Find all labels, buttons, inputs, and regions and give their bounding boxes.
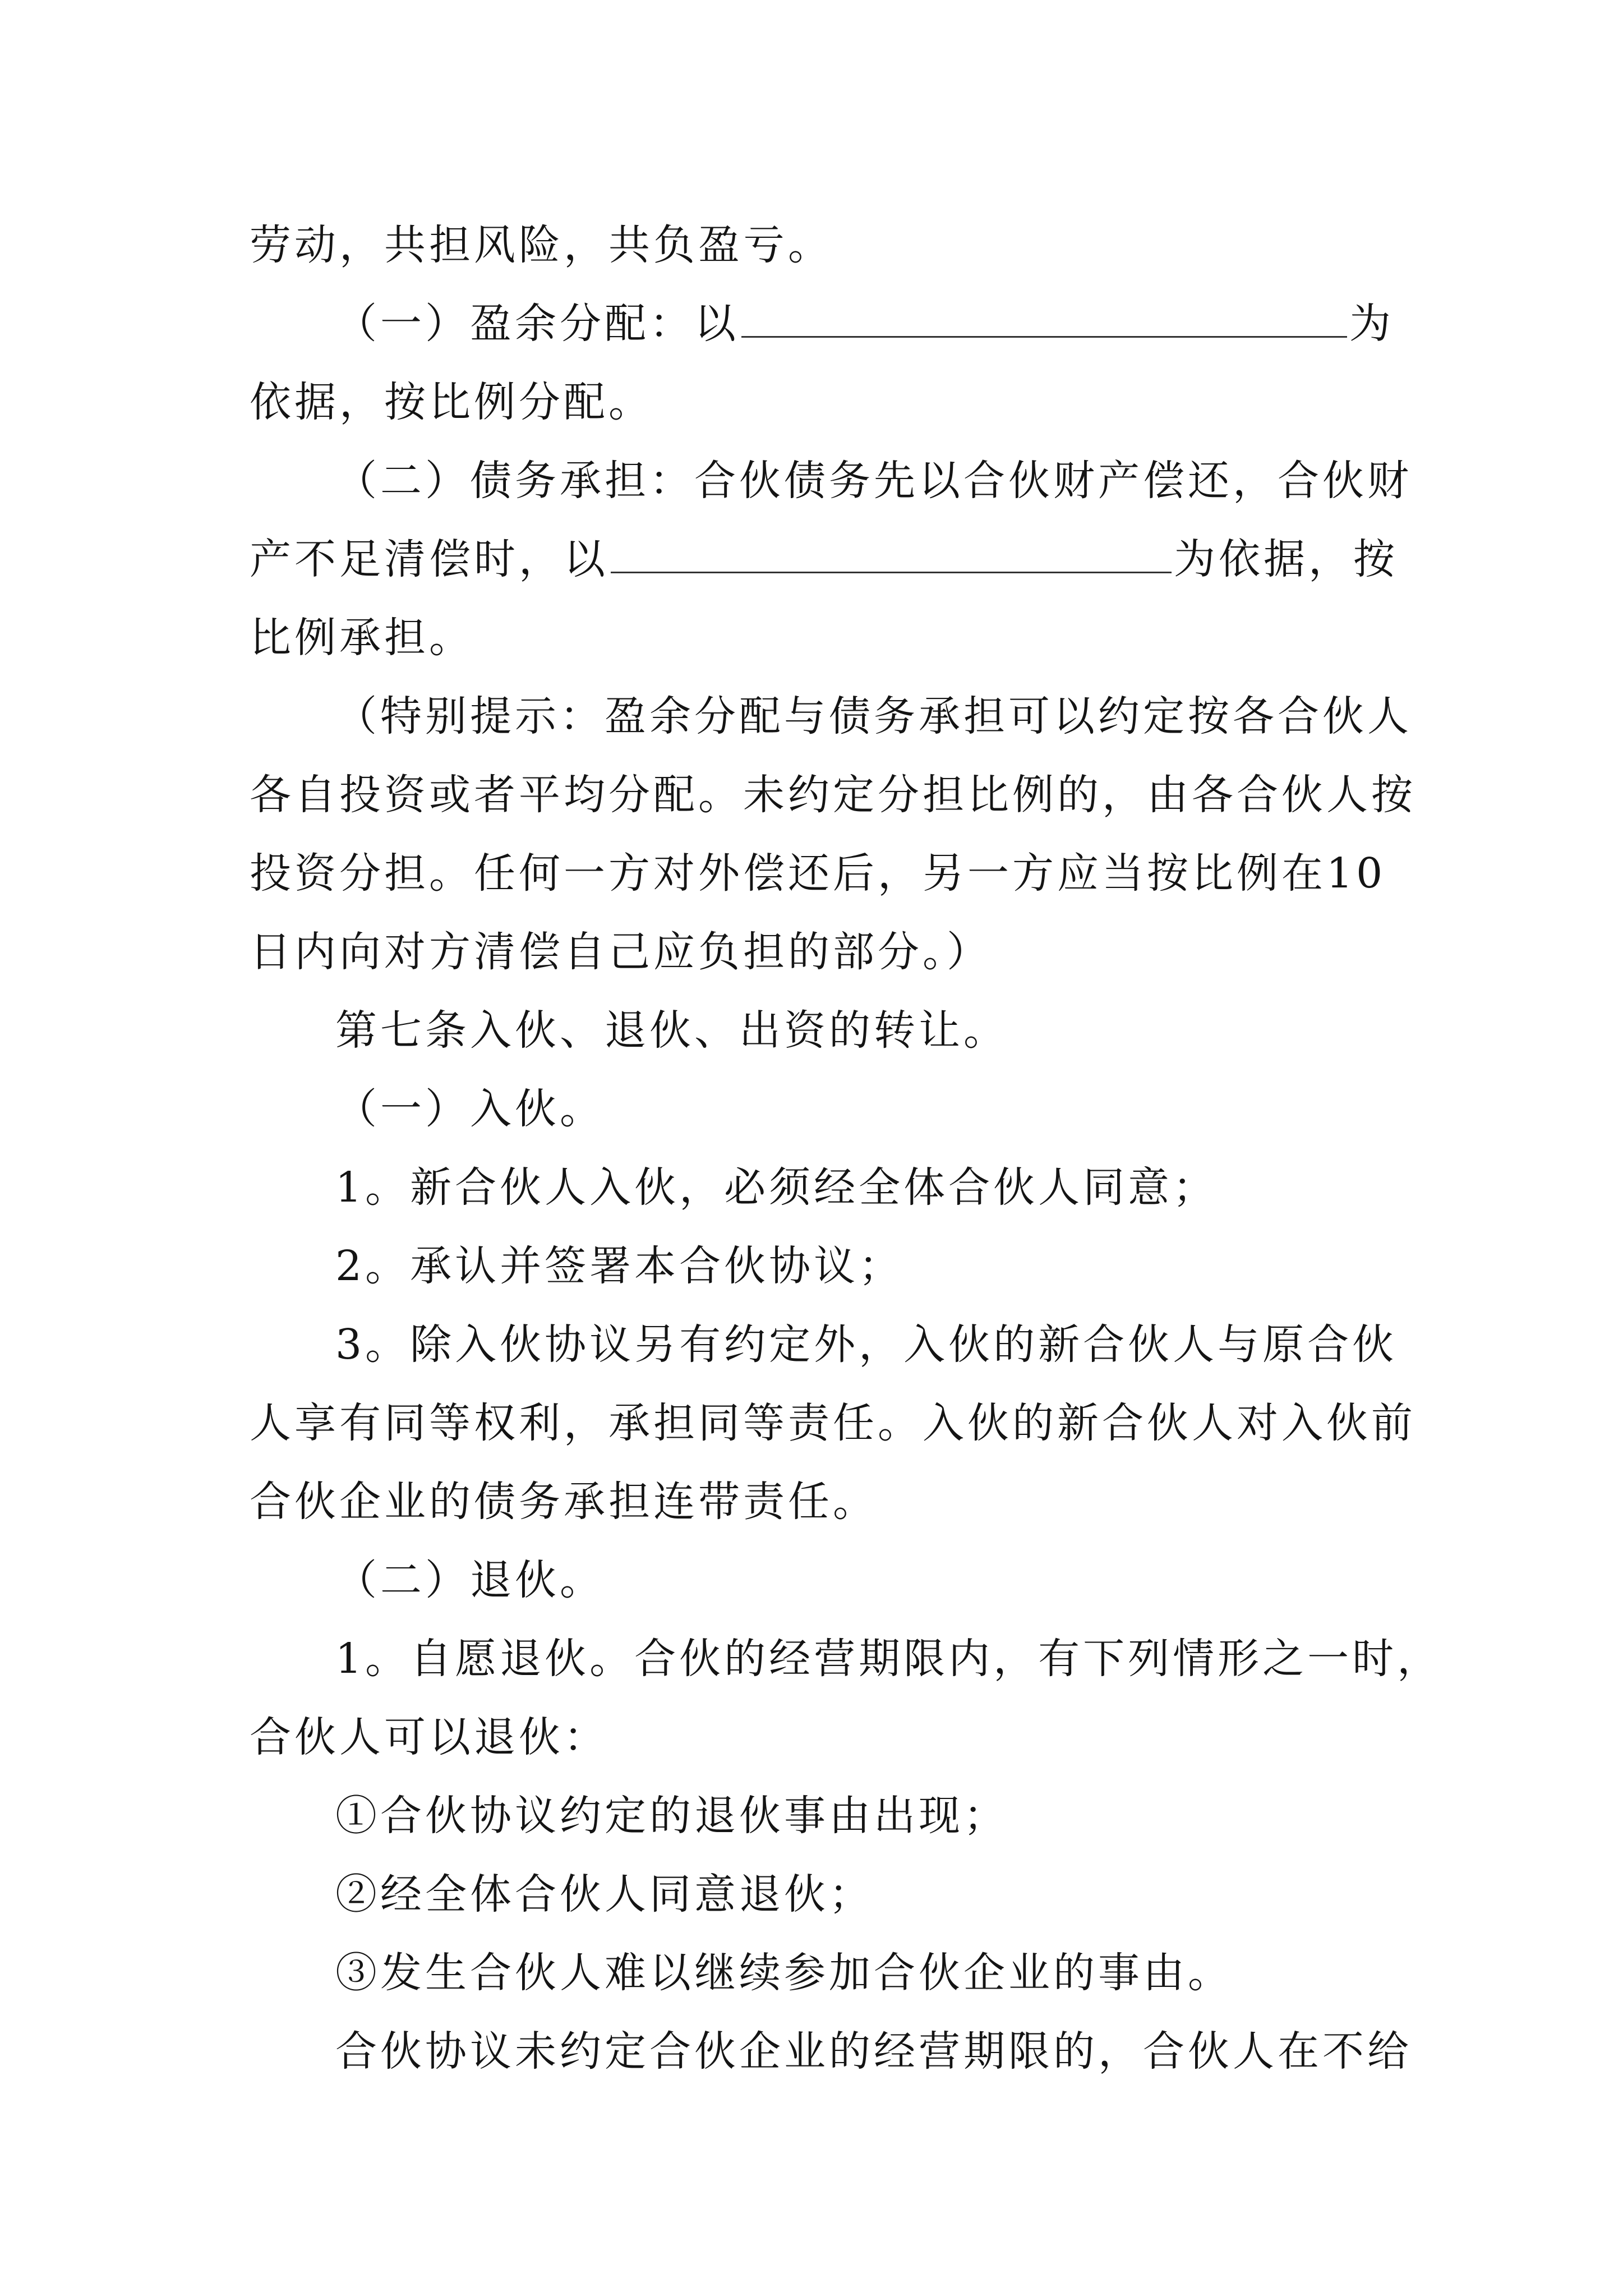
paragraph-line	[250, 753, 1416, 837]
line-text: （一）入伙。	[335, 1085, 605, 1133]
line-text: 为	[1349, 300, 1394, 348]
paragraph-line	[250, 596, 474, 680]
line-text: 2。承认并签署本合伙协议；	[335, 1242, 904, 1290]
subsection-heading	[335, 1538, 605, 1622]
list-item	[335, 1145, 1218, 1230]
line-text: （特别提示：盈余分配与债务承担可以约定按各合伙人	[335, 692, 1412, 740]
paragraph-line	[250, 1460, 878, 1544]
list-item	[335, 1224, 903, 1308]
fill-in-blank[interactable]	[741, 302, 1347, 338]
paragraph-line	[335, 674, 1412, 758]
paragraph-line	[335, 439, 1412, 523]
line-text: 各自投资或者平均分配。未约定分担比例的，由各合伙人按	[250, 771, 1416, 819]
line-text: 1。自愿退伙。合伙的经营期限内，有下列情形之一时，	[335, 1635, 1442, 1683]
list-item	[335, 1303, 1397, 1387]
paragraph-line	[250, 831, 1386, 915]
paragraph-line	[335, 2009, 1412, 2093]
line-text: 人享有同等权利，承担同等责任。入伙的新合伙人对入伙前	[250, 1399, 1416, 1447]
paragraph-line	[250, 203, 833, 287]
list-item	[335, 1852, 874, 1936]
line-text: ①合伙协议约定的退伙事由出现；	[335, 1792, 1008, 1840]
line-text: 日内向对方清偿自己应负担的部分。）	[250, 928, 992, 976]
line-text: 第七条入伙、退伙、出资的转让。	[335, 1006, 1008, 1055]
line-text: （一）盈余分配：以	[335, 300, 739, 348]
line-text: 投资分担。任何一方对外偿还后，另一方应当按比例在10	[250, 849, 1386, 898]
line-text: （二）债务承担：合伙债务先以合伙财产偿还，合伙财	[335, 457, 1412, 505]
paragraph-line	[250, 360, 653, 444]
fill-in-blank[interactable]	[611, 538, 1172, 573]
line-text: 依据，按比例分配。	[250, 378, 653, 426]
line-text: （二）退伙。	[335, 1556, 605, 1604]
line-text: 合伙企业的债务承担连带责任。	[250, 1478, 878, 1526]
line-text: 合伙协议未约定合伙企业的经营期限的，合伙人在不给	[335, 2027, 1412, 2076]
line-text: 合伙人可以退伙：	[250, 1713, 608, 1761]
paragraph-line	[250, 1695, 608, 1779]
line-text: 劳动，共担风险，共负盈亏。	[250, 221, 833, 269]
paragraph-line	[250, 517, 1398, 601]
line-text: 1。新合伙人入伙，必须经全体合伙人同意；	[335, 1163, 1218, 1212]
subsection-heading	[335, 1067, 605, 1151]
paragraph-line	[250, 910, 992, 994]
section-heading	[335, 988, 1008, 1073]
paragraph-line	[250, 1381, 1416, 1465]
list-item	[335, 1931, 1233, 2015]
line-text: 比例承担。	[250, 614, 474, 662]
paragraph-line	[335, 282, 1394, 366]
list-item	[335, 1774, 1008, 1858]
line-text: ②经全体合伙人同意退伙；	[335, 1870, 874, 1918]
line-text: 产不足清偿时，以	[250, 535, 608, 583]
list-item	[335, 1617, 1442, 1701]
line-text: 为依据，按	[1174, 535, 1398, 583]
line-text: 3。除入伙协议另有约定外，入伙的新合伙人与原合伙	[335, 1320, 1398, 1369]
line-text: ③发生合伙人难以继续参加合伙企业的事由。	[335, 1949, 1233, 1997]
